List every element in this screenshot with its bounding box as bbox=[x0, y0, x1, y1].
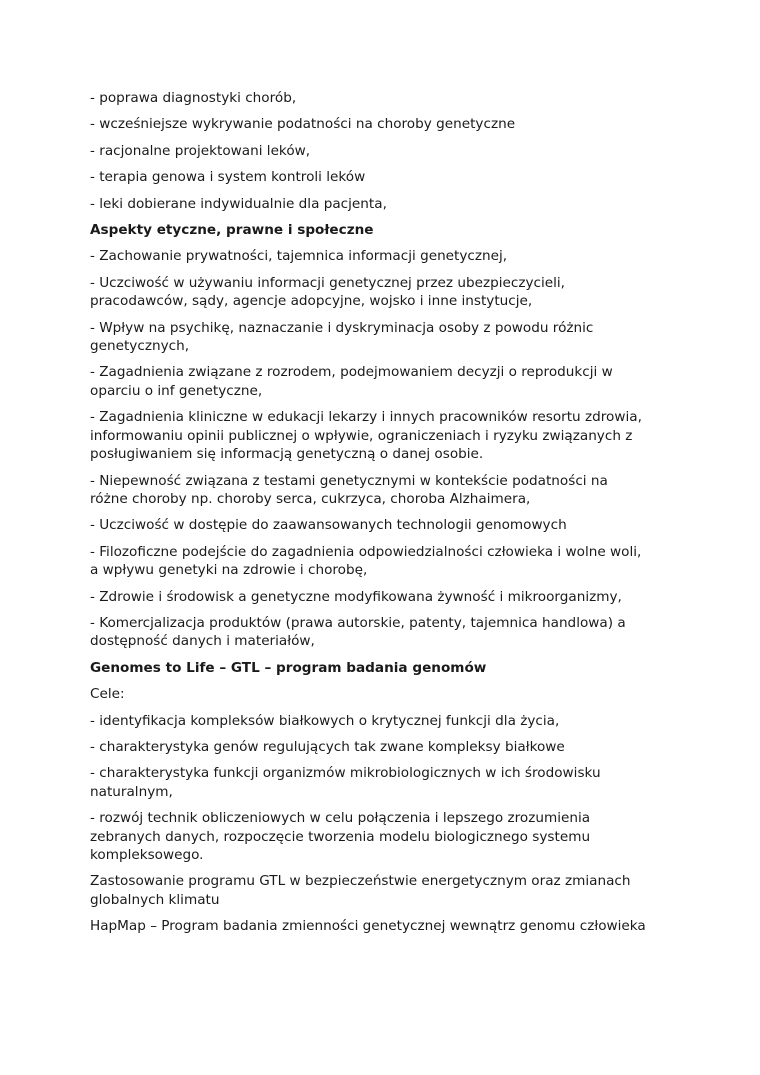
list-item: - leki dobierane indywidualnie dla pacjenta, bbox=[90, 195, 387, 212]
list-item: - Zachowanie prywatności, tajemnica informacji genetycznej, bbox=[90, 248, 508, 265]
list-item: - Zagadnienia kliniczne w edukacji lekarzy i innych pracowników resortu zdrowia, informowaniu opinii publicznej o wpływie, ograniczeniach i ryzyku związanych z posługiwaniem się informacją genetyczną o danej osobie. bbox=[90, 409, 642, 463]
ethics-list bbox=[90, 247, 680, 650]
heading-ethics: Aspekty etyczne, prawne i społeczne bbox=[90, 222, 374, 239]
list-item: - poprawa diagnostyki chorób, bbox=[90, 90, 297, 106]
list-item: - Wpływ na psychikę, naznaczanie i dyskryminacja osoby z powodu różnic genetycznych, bbox=[90, 319, 594, 355]
document-page bbox=[90, 89, 680, 944]
list-item: - racjonalne projektowani leków, bbox=[90, 142, 311, 159]
goals-label: Cele: bbox=[90, 686, 125, 703]
list-item: - wcześniejsze wykrywanie podatności na choroby genetyczne bbox=[90, 116, 516, 133]
list-item: - Uczciwość w dostępie do zaawansowanych technologii genomowych bbox=[90, 517, 567, 534]
list-item: - charakterystyka genów regulujących tak zwane kompleksy białkowe bbox=[90, 738, 565, 755]
list-item: - terapia genowa i system kontroli leków bbox=[90, 169, 366, 186]
list-item: - Niepewność związana z testami genetycznymi w kontekście podatności na różne choroby np. choroby serca, cukrzyca, choroba Alzhaimera, bbox=[90, 472, 608, 507]
hapmap-paragraph: HapMap – Program badania zmienności genetycznej wewnątrz genomu człowieka bbox=[90, 918, 646, 935]
heading-gtl: Genomes to Life – GTL – program badania genomów bbox=[90, 659, 487, 676]
list-item: - charakterystyka funkcji organizmów mikrobiologicznych w ich środowisku naturalnym, bbox=[90, 765, 601, 800]
section1-list bbox=[90, 89, 680, 213]
list-item: - Zagadnienia związane z rozrodem, podejmowaniem decyzji o reprodukcji w oparciu o inf genetyczne, bbox=[90, 364, 613, 399]
goals-list bbox=[90, 712, 680, 865]
list-item: - Uczciwość w używaniu informacji genetycznej przez ubezpieczycieli, pracodawców, sądy, agencje adopcyjne, wojsko i inne instytucje, bbox=[90, 274, 565, 310]
list-item: - identyfikacja kompleksów białkowych o krytycznej funkcji dla życia, bbox=[90, 712, 560, 729]
list-item: - rozwój technik obliczeniowych w celu połączenia i lepszego zrozumienia zebranych danych, rozpoczęcie tworzenia modelu biologicznego systemu kompleksowego. bbox=[90, 810, 591, 863]
gtl-application-paragraph: Zastosowanie programu GTL w bezpieczeństwie energetycznym oraz zmianach globalnych klimatu bbox=[90, 873, 631, 908]
list-item: - Komercjalizacja produktów (prawa autorskie, patenty, tajemnica handlowa) a dostępność danych i materiałów, bbox=[90, 614, 626, 650]
list-item: - Zdrowie i środowisk a genetyczne modyfikowana żywność i mikroorganizmy, bbox=[90, 588, 622, 605]
list-item: - Filozoficzne podejście do zagadnienia odpowiedzialności człowieka i wolne woli, a wpływu genetyki na zdrowie i chorobę, bbox=[90, 543, 642, 579]
